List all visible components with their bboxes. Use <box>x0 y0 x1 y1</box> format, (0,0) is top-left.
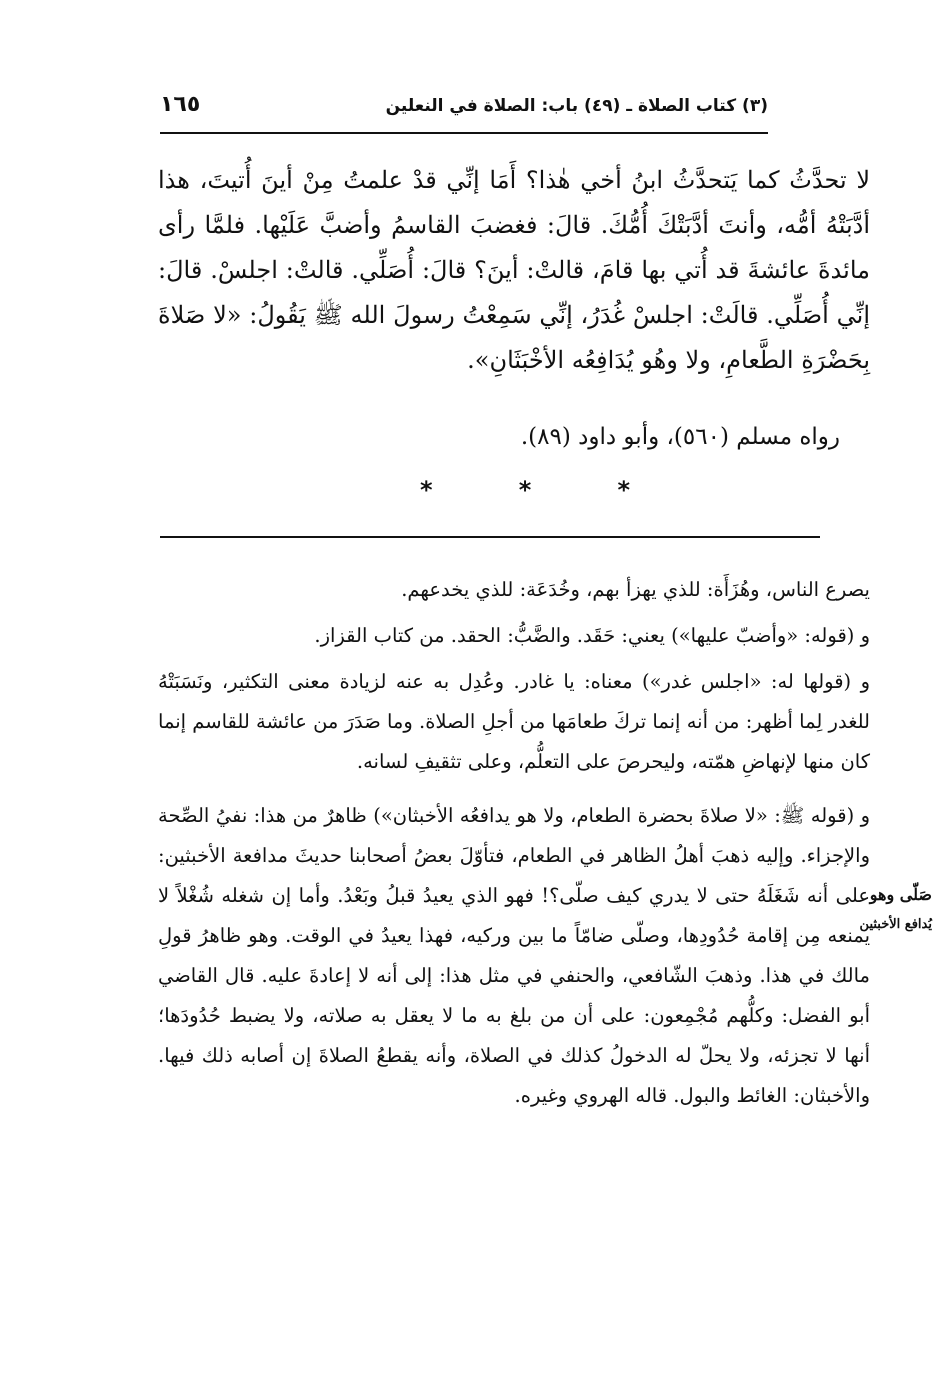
header-title: (٣) كتاب الصلاة ـ (٤٩) باب: الصلاة في النعلين <box>385 96 768 116</box>
star-ornament: * <box>518 476 532 504</box>
commentary-paragraph: و (قولها له: «اجلس غدر») معناه: يا غادر. وعُدِل به عنه لزيادة معنى التكثير، ونَسَبَتْهُ للغدر لِما أظهر: من أنه إنما تركَ طعامَها من أجلِ الصلاة. وما صَدَرَ من عائشة للقاسم إنما كان منها لإنهاضِ همّته، وليحرصَ على التعلُّم، وعلى تثقيفِ لسانه. <box>158 670 870 773</box>
star-ornament: * <box>617 476 630 504</box>
hadith-paragraph: لا تحدَّثُ كما يَتحدَّثُ ابنُ أخي هٰذا؟ أَمَا إنِّي قدْ علمتُ مِنْ أينَ أُتيتَ، هذا أدَّبَتْهُ أمُّه، وأنتَ أدَّبَتْكَ أُمُّكَ. قالَ: فغضبَ القاسمُ وأضبَّ عَلَيْها. فلمَّا رأى مائدةَ عائشةَ قد أُتي بها قامَ، قالتْ: أينَ؟ قالَ: أُصَلِّي. قالتْ: اجلسْ. قالَ: إنِّي أُصَلِّي. قالَتْ: اجلسْ غُدَرُ، إنِّي سَمِعْتُ رسولَ الله ﷺ يَقُولُ: «لا صَلاةَ بِحَضْرَةِ الطَّعامِ، ولا وهُو يُدَافِعُه الأخْبَثَانِ». <box>158 166 870 374</box>
section-divider-stars <box>420 476 630 504</box>
commentary-paragraph: يصرع الناس، وهُزَأَة: للذي يهزأ بهم، وخُدَعَة: للذي يخدعهم. <box>401 578 870 601</box>
star-ornament: * <box>420 476 433 504</box>
margin-note: يُدافع الأخبثين <box>859 917 932 932</box>
footnote-separator <box>160 536 820 538</box>
page-number: ١٦٥ <box>160 92 201 117</box>
hadith-text <box>158 158 870 383</box>
commentary-paragraph: و (قوله ﷺ: «لا صلاةَ بحضرة الطعام، ولا هو يدافعُه الأخبثان») ظاهرٌ من هذا: نفيُ الصِّحة والإجزاء. وإليه ذهبَ أهلُ الظاهر في الطعام، فتأوّلَ بعضُ أصحابنا حديثَ مدافعة الأخبثين: على أنه شَغَلَهُ حتى لا يدري كيف صلّى؟! فهو الذي يعيدُ قبلُ وبَعْدُ. وأما إن شغله شُغْلاً لا يمنعه مِن إقامة حُدُودِها، وصلّى ضامّاً ما بين وركيه، فهذا يعيدُ في الوقت. وهو ظاهرُ قولِ مالك في هذا. وذهبَ الشّافعي، والحنفي في مثل هذا: إلى أنه لا إعادةَ عليه. قال القاضي أبو الفضل: وكلُّهم مُجْمِعون: على أن من بلغ به ما لا يعقل به صلاته، ولا يضبط حُدُودَها؛ أنها لا تجزئه، ولا يحلّ له الدخولُ كذلك في الصلاة، وأنه يقطعُ الصلاةَ إن أصابه ذلك فيها. والأخبثان: الغائط والبول. قاله الهروي وغيره. <box>158 804 870 1107</box>
margin-note: صَلّى وهو <box>869 885 932 904</box>
commentary-paragraph: و (قوله: «وأضبّ عليها») يعني: حَقَد. والضَّبُّ: الحقد. من كتاب القزاز. <box>314 624 870 647</box>
commentary-text <box>158 570 870 1130</box>
running-header <box>160 92 768 134</box>
narration-reference: رواه مسلم (٥٦٠)، وأبو داود (٨٩). <box>520 424 840 450</box>
